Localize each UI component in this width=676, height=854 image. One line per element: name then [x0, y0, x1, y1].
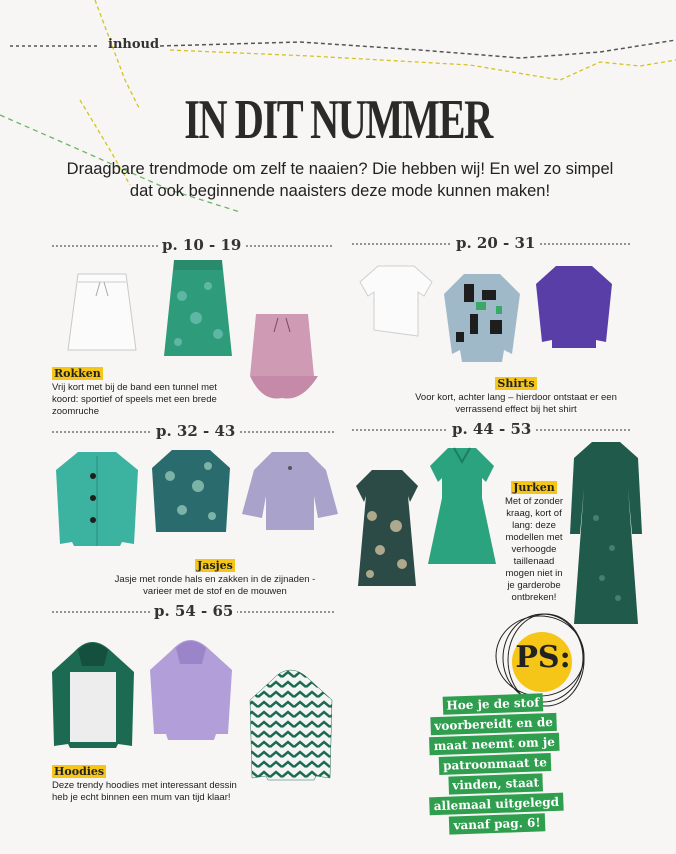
category-label: Jurken [513, 481, 555, 494]
intro-text: Draagbare trendmode om zelf te naaien? Die hebben wij! En wel zo simpel dat ook beginnende naaisters deze mode kunnen maken! [66, 160, 614, 200]
ps-line: maat neemt om je [429, 733, 559, 755]
skirt-white-image [64, 270, 140, 354]
category-description: Vrij kort met bij de band een tunnel met koord: sportief of speels met een brede zoomruche [52, 382, 217, 417]
shirt-print-image [440, 270, 524, 366]
ps-line: allemaal uitgelegd [429, 793, 563, 816]
skirt-green-image [160, 256, 236, 360]
section-label: inhoud [108, 37, 160, 52]
shirt-white-image [356, 262, 436, 340]
section-pages-jasjes: p. 32 - 43 [152, 422, 239, 440]
hoodie-lilac-image [146, 630, 236, 742]
ps-line: patroonmaat te [439, 753, 551, 775]
ps-line: vanaf pag. 6! [449, 813, 545, 834]
shirt-purple-image [532, 262, 616, 352]
hoodie-zigzag-image [246, 660, 336, 782]
jacket-turquoise-image [52, 448, 142, 550]
ps-note [418, 691, 573, 836]
page-title: IN DIT NUMMER [184, 89, 492, 151]
ps-line: voorbereidt en de [430, 713, 557, 735]
jacket-lilac-image [238, 448, 342, 534]
skirt-pink-image [242, 310, 322, 402]
category-label: Hoodies [54, 765, 105, 778]
category-label: Jasjes [197, 559, 233, 572]
ps-badge: PS: [515, 640, 571, 675]
dress-print-image [352, 466, 422, 590]
section-pages-shirts: p. 20 - 31 [452, 234, 539, 252]
category-description: Met of zonder kraag, kort of lang: deze modellen met verhoogde taillenaad mogen niet in je garderobe ontbreken! [504, 496, 564, 603]
category-jurken [502, 478, 566, 604]
category-label: Rokken [54, 367, 101, 380]
category-description: Voor kort, achter lang – hierdoor ontstaat er een verrassend effect bij het shirt [415, 392, 617, 415]
hoodie-colorblock-image [48, 632, 138, 750]
category-description: Jasje met ronde hals en zakken in de zijnaden - varieer met de stof en de mouwen [114, 574, 316, 597]
ps-line: Hoe je de stof [442, 693, 544, 715]
category-description: Deze trendy hoodies met interessant dessin heb je echt binnen een mum van tijd klaar! [52, 780, 237, 803]
dress-green-image [426, 444, 498, 568]
category-hoodies [52, 762, 252, 804]
ps-line: vinden, staat [448, 773, 543, 794]
section-pages-rokken: p. 10 - 19 [158, 236, 245, 254]
category-rokken [52, 364, 232, 418]
section-pages-hoodies: p. 54 - 65 [150, 602, 237, 620]
jacket-print-image [148, 446, 234, 538]
section-pages-jurken: p. 44 - 53 [448, 420, 535, 438]
category-jasjes [110, 556, 320, 598]
category-shirts [400, 374, 632, 416]
dress-long-green-image [566, 438, 646, 628]
category-label: Shirts [497, 377, 535, 390]
